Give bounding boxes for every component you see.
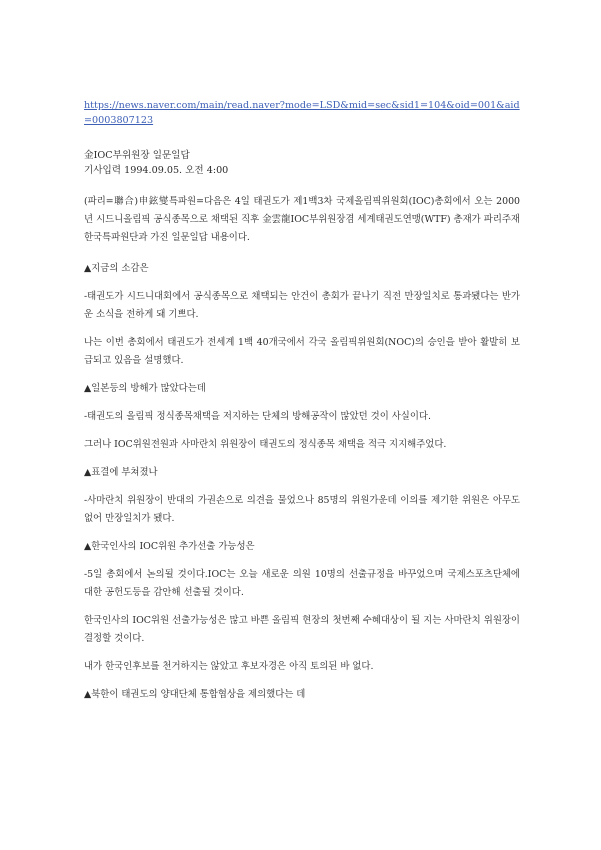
article-title: 金IOC부위원장 일문일답 bbox=[84, 150, 190, 161]
article-paragraph: 나는 이번 총회에서 태권도가 전세계 1백 40개국에서 각국 올림픽위원회(NOC)의 승인을 받아 활발히 보급되고 있음을 설명했다. bbox=[84, 337, 520, 366]
article-paragraph: ▲지금의 소감은 bbox=[84, 263, 149, 274]
article-paragraph: ▲표결에 부쳐졌나 bbox=[84, 467, 158, 478]
article-url-link[interactable]: https://news.naver.com/main/read.naver?mode=LSD&mid=sec&sid1=104&oid=001&aid=0003807123 bbox=[84, 100, 520, 126]
article-lead: (파리=聯合)申鉉燮특파원=다음은 4일 태권도가 제1백3차 국제올림픽위원회(IOC)총회에서 오는 2000년 시드니올림픽 공식종목으로 채택된 직후 金雲龍IOC부위원장겸 세계태권도연맹(WTF) 총재가 파리주재 한국특파원단과 가진 일문일답 내용이다. bbox=[84, 196, 520, 243]
article-paragraph: -5일 총회에서 논의될 것이다.IOC는 오늘 새로운 의원 10명의 선출규정을 바꾸었으며 국제스포츠단체에 대한 공헌도등을 감안해 선출될 것이다. bbox=[84, 569, 520, 598]
article-paragraph: -사마란치 위원장이 반대의 가권손으로 의견을 물었으나 85명의 위원가운데 이의를 제기한 위원은 아무도 없어 만장일치가 됐다. bbox=[84, 495, 520, 524]
article-body bbox=[84, 260, 520, 714]
article-paragraph: ▲한국인사의 IOC위원 추가선출 가능성은 bbox=[84, 541, 255, 552]
article-paragraph: -태권도의 올림픽 정식종목채택을 저지하는 단체의 방해공작이 많았던 것이 사실이다. bbox=[84, 411, 431, 422]
article-paragraph: -태권도가 시드니대회에서 공식종목으로 채택되는 안건이 총회가 끝나기 직전 만장일치로 통과됐다는 반가운 소식을 전하게 돼 기쁘다. bbox=[84, 291, 520, 320]
article-paragraph: 그러나 IOC위원전원과 사마란치 위원장이 태권도의 정식종목 채택을 적극 지지해주었다. bbox=[84, 439, 447, 450]
article-paragraph: ▲일본등의 방해가 많았다는데 bbox=[84, 383, 206, 394]
article-date: 기사입력 1994.09.05. 오전 4:00 bbox=[84, 165, 229, 176]
article-paragraph: ▲북한이 태권도의 양대단체 통합협상을 제의했다는 데 bbox=[84, 689, 306, 700]
article-paragraph: 내가 한국인후보를 천거하지는 않았고 후보자경은 아직 토의된 바 없다. bbox=[84, 661, 374, 672]
article-paragraph: 한국인사의 IOC위원 선출가능성은 많고 바쁜 올림픽 현장의 첫번째 수혜대상이 될 지는 사마란치 위원장이 결정할 것이다. bbox=[84, 615, 520, 644]
